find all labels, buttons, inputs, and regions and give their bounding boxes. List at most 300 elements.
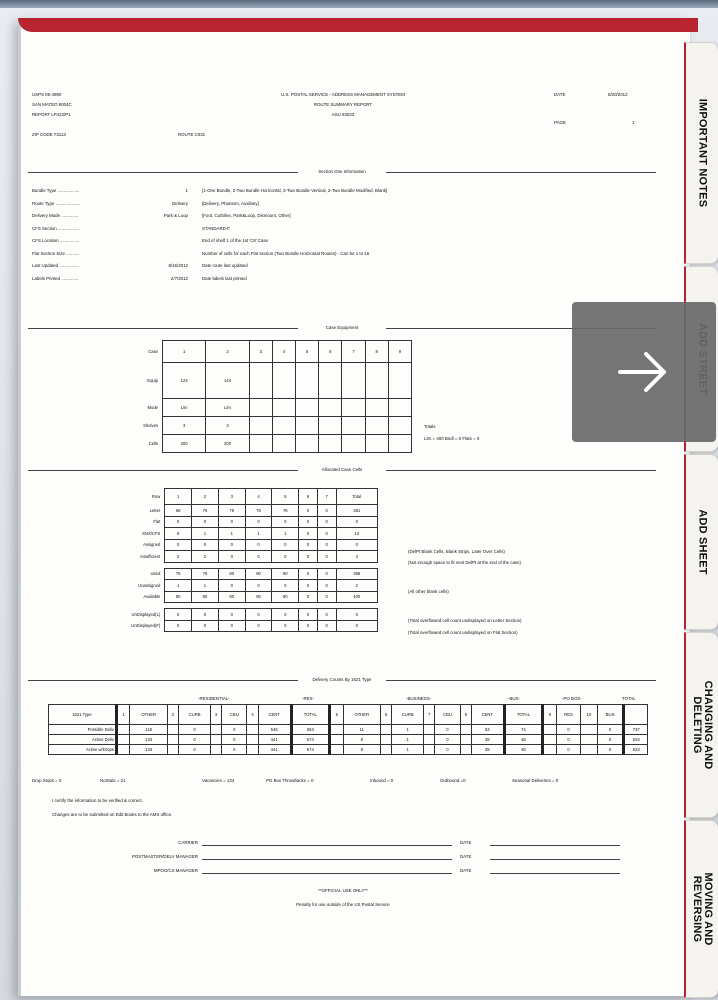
info-description: Date route last updated xyxy=(202,263,248,268)
table-cell xyxy=(330,745,343,755)
table-cell xyxy=(581,725,597,735)
info-description: Date labels last printed xyxy=(202,275,247,281)
column-header: 1 xyxy=(165,489,192,505)
table-cell: 80 xyxy=(165,591,192,603)
summary-count: Outbound =0 xyxy=(440,778,466,783)
column-header: Total xyxy=(336,489,377,505)
table-cell: 48 xyxy=(504,745,543,755)
table-cell: 0 xyxy=(317,580,336,592)
summary-count: Inbound = 0 xyxy=(370,778,394,783)
table-cell xyxy=(365,399,388,417)
allocated-cells-heading: Allocated Case Cells xyxy=(28,466,656,474)
table-cell: 80 xyxy=(272,591,299,603)
table-cell: 124 xyxy=(163,363,206,399)
table-cell: 133 xyxy=(130,735,168,745)
table-cell xyxy=(365,363,388,399)
column-header: 4 xyxy=(247,705,258,725)
header-page-label: PAGE xyxy=(554,120,566,125)
table-row xyxy=(44,516,378,528)
info-description: [Foot, Curbline, Park&Loop, Dismount, Other] xyxy=(202,213,291,218)
column-header: 4 xyxy=(245,489,272,505)
table-cell: 0 xyxy=(165,539,192,551)
signature-line xyxy=(202,845,452,846)
column-header: OTHER xyxy=(130,705,168,725)
table-row xyxy=(44,568,378,580)
table-cell: 0 xyxy=(299,609,318,621)
table-cell: 400 xyxy=(336,591,377,603)
table-cell: 0 xyxy=(317,551,336,563)
table-cell xyxy=(296,363,319,399)
table-cell: 0 xyxy=(272,580,299,592)
table-cell xyxy=(210,745,221,755)
table-cell: 546 xyxy=(258,725,291,735)
viewer-top-bar xyxy=(0,0,718,8)
row-note: (Not enough space to fit next DelPt at the end of the case) xyxy=(408,560,522,565)
table-cell xyxy=(247,735,258,745)
row-label: Assigned xyxy=(143,542,161,548)
table-cell: 0 xyxy=(435,745,460,755)
table-cell: 0 xyxy=(597,735,624,745)
row-label: Available xyxy=(143,594,161,600)
row-label: Shelves xyxy=(143,423,158,428)
table-cell: 0 xyxy=(245,551,272,563)
table-cell: Lim xyxy=(206,399,249,417)
table-cell: 0 xyxy=(222,735,247,745)
table-cell: 1 xyxy=(272,528,299,540)
table-cell: 2 xyxy=(336,580,377,592)
table-row xyxy=(44,591,378,603)
column-header: 2 xyxy=(192,489,219,505)
table-cell: 0 xyxy=(218,609,245,621)
official-use: **OFFICIAL USE ONLY** xyxy=(318,888,368,893)
table-header-row xyxy=(49,705,648,725)
table-cell: 0 xyxy=(435,725,460,735)
column-header: TOTAL xyxy=(291,705,330,725)
date-label: DATE xyxy=(460,840,472,845)
column-header: 7 xyxy=(317,489,336,505)
header-route: ROUTE C031 xyxy=(178,132,206,137)
info-key: Bundle Type .................. xyxy=(32,188,80,193)
table-cell xyxy=(167,745,178,755)
table-cell: 0 xyxy=(165,620,192,632)
table-cell xyxy=(424,745,435,755)
tab-label: ADD SHEET xyxy=(696,509,709,575)
group-header: -PO BOX- xyxy=(562,696,582,701)
table-cell: 1 xyxy=(392,735,424,745)
table-cell: 39 xyxy=(471,745,504,755)
binder-red-edge xyxy=(18,18,698,32)
arrow-right-icon xyxy=(616,348,672,396)
row-note: (Total overflowed cell count undisplayed on Letter Section) xyxy=(408,618,522,623)
table-cell: 144 xyxy=(206,363,249,399)
table-cell: 76 xyxy=(165,568,192,580)
table-cell: 0 xyxy=(317,568,336,580)
row-label: Row xyxy=(151,494,161,499)
table-cell: 80 xyxy=(245,591,272,603)
table-cell xyxy=(543,735,556,745)
table-cell: 76 xyxy=(218,505,245,517)
table-row xyxy=(44,539,378,551)
row-label: Active w/Drops xyxy=(49,745,117,755)
table-cell: 200 xyxy=(206,435,249,453)
column-header: 2 xyxy=(167,705,178,725)
info-description: End of shelf 1 of the 1st 'C8' Case xyxy=(202,238,269,243)
row-label: Mode xyxy=(147,405,158,410)
table-cell xyxy=(249,435,272,453)
table-cell: 118 xyxy=(130,725,168,735)
table-cell: 0 xyxy=(317,516,336,528)
row-label: SNS/CFS xyxy=(142,530,161,536)
header-asu: ASU 93023 xyxy=(331,112,355,117)
table-cell: 1 xyxy=(392,745,424,755)
date-line xyxy=(490,873,620,874)
table-cell: 0 xyxy=(245,539,272,551)
table-cell: 381 xyxy=(336,505,377,517)
section-one-heading: Section One Information xyxy=(28,168,656,176)
column-header: 6 xyxy=(381,705,392,725)
info-value: 8/16/2012 xyxy=(168,263,188,268)
case-totals: Ltrs = 400 Bndl = 0 Flats = 0 xyxy=(424,436,480,441)
table-cell xyxy=(460,735,471,745)
info-description: [1-One Bundle, 2-Two Bundle Horizontal, 3-Two Bundle Vertical, 2-Two Bundle Modified, Blank] xyxy=(202,188,388,193)
table-cell: 0 xyxy=(299,505,318,517)
row-label: Case xyxy=(148,349,158,354)
table-cell: 0 xyxy=(299,620,318,632)
table-cell xyxy=(342,363,365,399)
table-cell: 0 xyxy=(272,551,299,563)
column-header: 10 xyxy=(581,705,597,725)
table-cell xyxy=(272,363,295,399)
certify-statement: I certify the information to be verified & correct. xyxy=(52,798,143,803)
info-key: Last Updated ................ xyxy=(32,263,79,268)
table-row xyxy=(44,528,378,540)
table-cell: 8 xyxy=(343,745,381,755)
column-header: 3 xyxy=(249,341,272,363)
table-cell: 66 xyxy=(165,505,192,517)
info-key: Delivery Mode .............. xyxy=(32,213,79,218)
table-cell: 0 xyxy=(435,735,460,745)
table-cell: 1 xyxy=(245,528,272,540)
table-cell xyxy=(249,399,272,417)
column-header: 2 xyxy=(206,341,249,363)
table-cell: 0 xyxy=(556,745,581,755)
table-cell: 0 xyxy=(179,745,211,755)
table-cell: 0 xyxy=(192,609,219,621)
header-subtitle: ROUTE SUMMARY REPORT xyxy=(313,102,373,107)
column-header: RES xyxy=(556,705,581,725)
row-note: (All other blank cells) xyxy=(408,589,449,594)
table-cell: 0 xyxy=(245,609,272,621)
tab-label: MOVING AND REVERSING xyxy=(691,872,714,946)
table-cell xyxy=(116,745,129,755)
info-key: CFS Section .................. xyxy=(32,225,80,231)
table-row xyxy=(49,735,648,745)
table-cell: 4 xyxy=(336,551,377,563)
table-cell xyxy=(272,435,295,453)
table-cell: 1 xyxy=(192,528,219,540)
signature-line xyxy=(202,873,452,874)
table-cell xyxy=(381,725,392,735)
header-report: REPORT LP422/P1 xyxy=(32,112,71,117)
table-row xyxy=(44,505,378,517)
case-totals-label: Totals xyxy=(424,424,436,429)
table-cell: 0 xyxy=(317,539,336,551)
table-cell xyxy=(365,417,388,435)
table-cell: 0 xyxy=(272,516,299,528)
section-tabs xyxy=(684,30,718,1000)
date-label: DATE xyxy=(460,868,472,873)
table-cell: 76 xyxy=(245,505,272,517)
table-cell: 1 xyxy=(218,528,245,540)
header-title: U.S. POSTAL SERVICE - ADDRESS MANAGEMENT SYSTEM xyxy=(281,92,405,97)
table-cell: 0 xyxy=(272,620,299,632)
table-cell: 0 xyxy=(336,539,377,551)
row-label: Unassigned xyxy=(138,582,161,588)
column-header: 9 xyxy=(388,341,411,363)
table-cell xyxy=(319,435,342,453)
table-cell xyxy=(296,417,319,435)
info-description: [Delivery, Phantom, Auxiliary] xyxy=(202,200,259,206)
table-cell: 0 xyxy=(317,620,336,632)
table-cell xyxy=(342,417,365,435)
group-header: -RES- xyxy=(302,696,314,701)
table-cell xyxy=(581,735,597,745)
table-cell xyxy=(342,435,365,453)
info-description: Number of cells for each Flat section (Two Bundle Horizontal Routes) - Can be 1 to 16 xyxy=(202,250,370,256)
table-cell xyxy=(116,735,129,745)
table-cell: 0 xyxy=(317,609,336,621)
column-header: BUS xyxy=(597,705,624,725)
date-line xyxy=(490,859,620,860)
info-value: 1 xyxy=(185,188,188,193)
table-cell xyxy=(388,435,411,453)
table-cell: 623 xyxy=(624,735,648,745)
table-cell xyxy=(167,725,178,735)
table-cell xyxy=(460,745,471,755)
table-cell xyxy=(247,725,258,735)
table-cell xyxy=(381,745,392,755)
row-label: Insufficient xyxy=(140,553,161,559)
header-usps: USPS 05-4990 xyxy=(32,92,62,97)
table-cell: 0 xyxy=(245,620,272,632)
table-cell: 2 xyxy=(192,551,219,563)
table-cell xyxy=(388,363,411,399)
signature-line xyxy=(202,859,452,860)
table-cell: 3 xyxy=(206,417,249,435)
row-label: Letter xyxy=(149,507,161,513)
signature-label: MPOO/CS MANAGER xyxy=(153,868,198,873)
table-cell xyxy=(342,399,365,417)
table-cell: 0 xyxy=(165,516,192,528)
table-cell: 0 xyxy=(299,568,318,580)
table-cell: 0 xyxy=(556,735,581,745)
table-cell: 0 xyxy=(179,725,211,735)
column-header: 9 xyxy=(543,705,556,725)
table-row xyxy=(74,399,412,417)
table-cell xyxy=(249,363,272,399)
table-cell: 1 xyxy=(165,580,192,592)
table-cell: Lim xyxy=(163,399,206,417)
column-header: CENT xyxy=(258,705,291,725)
table-cell: 76 xyxy=(192,568,219,580)
table-cell: 3 xyxy=(163,417,206,435)
table-cell: 663 xyxy=(291,725,330,735)
summary-count: Drop Stops = 0 xyxy=(32,778,62,783)
table-cell xyxy=(460,725,471,735)
summary-count: Seasonal Deliveries = 0 xyxy=(512,778,559,783)
header-page-value: 1 xyxy=(632,120,635,125)
column-header: 8 xyxy=(460,705,471,725)
row-note: (DelPt Blank Cells, Blank Strips, Later Over Cells) xyxy=(408,548,505,554)
table-cell: 1 xyxy=(392,725,424,735)
column-header: 3 xyxy=(210,705,221,725)
table-cell: 1 xyxy=(192,580,219,592)
table-cell xyxy=(247,745,258,755)
table-cell: 39 xyxy=(471,735,504,745)
table-cell: 0 xyxy=(218,551,245,563)
table-row xyxy=(49,745,648,755)
table-row xyxy=(74,417,412,435)
table-cell xyxy=(167,735,178,745)
tab-add-sheet[interactable] xyxy=(684,454,718,630)
table-cell xyxy=(330,735,343,745)
table-cell xyxy=(296,435,319,453)
table-cell: 441 xyxy=(258,745,291,755)
table-cell: 398 xyxy=(336,568,377,580)
row-label: UnDisplayed(L) xyxy=(131,611,161,617)
tab-important-notes[interactable] xyxy=(684,42,718,264)
table-cell: 0 xyxy=(299,591,318,603)
table-cell: 80 xyxy=(218,591,245,603)
table-cell: 623 xyxy=(624,745,648,755)
table-cell: 0 xyxy=(336,516,377,528)
table-cell xyxy=(543,725,556,735)
table-cell xyxy=(388,417,411,435)
table-cell: 0 xyxy=(218,539,245,551)
tab-moving-and-reversing[interactable] xyxy=(684,820,718,998)
table-row xyxy=(44,580,378,592)
table-cell: 574 xyxy=(291,745,330,755)
column-header: 6 xyxy=(299,489,318,505)
table-cell: 0 xyxy=(299,551,318,563)
summary-count: Vacancies = 134 xyxy=(202,778,235,783)
column-header: 1621 Type xyxy=(49,705,117,725)
table-header-row xyxy=(74,341,412,363)
table-cell xyxy=(116,725,129,735)
table-cell: 0 xyxy=(272,539,299,551)
tab-changing-and-deleting[interactable] xyxy=(684,632,718,818)
column-header: 6 xyxy=(319,341,342,363)
table-cell xyxy=(365,435,388,453)
header-zip: ZIP CODE 73113 xyxy=(32,132,66,137)
table-cell: 737 xyxy=(624,725,648,735)
table-cell xyxy=(381,735,392,745)
table-cell: 80 xyxy=(245,568,272,580)
column-header: CURB xyxy=(179,705,211,725)
table-cell xyxy=(319,417,342,435)
allocated-cells-table xyxy=(44,488,378,632)
case-equipment-heading: Case Equipment xyxy=(28,324,656,332)
column-header: 7 xyxy=(424,705,435,725)
info-value: Delivery xyxy=(172,200,188,206)
info-description: STANDARD-F xyxy=(202,225,230,231)
table-cell xyxy=(319,363,342,399)
table-cell: 0 xyxy=(245,580,272,592)
table-cell: 0 xyxy=(192,539,219,551)
row-note: (Total overflowed cell count undisplayed on Flat Section) xyxy=(408,629,518,635)
group-header: -RESIDENTIAL- xyxy=(198,696,230,701)
summary-count: PO Box Throwbacks = 0 xyxy=(266,778,314,783)
column-header: 1 xyxy=(163,341,206,363)
row-label: Equip xyxy=(147,378,158,383)
table-cell: 0 xyxy=(165,609,192,621)
delivery-counts-heading: Delivery Counts By 1621 Type xyxy=(28,676,656,684)
column-header: CENT xyxy=(471,705,504,725)
info-key: CFS Location ................ xyxy=(32,238,80,243)
table-cell xyxy=(272,417,295,435)
table-cell: 200 xyxy=(163,435,206,453)
table-cell xyxy=(296,399,319,417)
table-cell: 76 xyxy=(272,505,299,517)
table-cell: 11 xyxy=(343,725,381,735)
table-cell: 0 xyxy=(299,580,318,592)
summary-count: NoStats = 21 xyxy=(100,778,126,783)
table-cell: 2 xyxy=(165,551,192,563)
row-label: Flat xyxy=(153,519,161,525)
row-label: Active Deliv xyxy=(49,735,117,745)
table-cell: 76 xyxy=(192,505,219,517)
table-cell: 133 xyxy=(130,745,168,755)
table-cell: 48 xyxy=(504,735,543,745)
table-cell: 80 xyxy=(192,591,219,603)
table-cell: 53 xyxy=(471,725,504,735)
table-cell: 0 xyxy=(336,609,377,621)
table-cell: 8 xyxy=(343,735,381,745)
column-header: 3 xyxy=(218,489,245,505)
table-cell: 0 xyxy=(317,505,336,517)
group-header: -BUS- xyxy=(508,696,520,701)
date-label: DATE xyxy=(460,854,472,859)
table-cell xyxy=(319,399,342,417)
group-header: TOTAL xyxy=(622,696,636,701)
table-cell xyxy=(388,399,411,417)
table-row xyxy=(44,551,378,563)
table-cell: 0 xyxy=(317,591,336,603)
table-cell xyxy=(543,745,556,755)
group-header: -BUSINESS- xyxy=(406,696,432,701)
table-cell xyxy=(210,735,221,745)
info-key: Route Type .................... xyxy=(32,200,80,206)
column-header: CBU xyxy=(222,705,247,725)
next-page-button[interactable] xyxy=(572,302,716,442)
changes-statement: Changes are to be submitted on Edit Books to the AMS office. xyxy=(52,812,173,817)
table-cell: 8 xyxy=(165,528,192,540)
row-label: Cells xyxy=(148,441,158,446)
table-row xyxy=(44,620,378,632)
signature-label: CARRIER xyxy=(178,840,198,845)
row-label: Used xyxy=(150,571,161,577)
table-cell xyxy=(424,725,435,735)
column-header: 4 xyxy=(272,341,295,363)
column-header: 5 xyxy=(296,341,319,363)
table-cell xyxy=(581,745,597,755)
table-cell: 0 xyxy=(222,725,247,735)
table-cell: 0 xyxy=(272,609,299,621)
info-key: Labels Printed .............. xyxy=(32,275,79,281)
row-label: UnDisplayed(F) xyxy=(131,623,161,629)
tab-label: CHANGING AND DELETING xyxy=(691,680,714,770)
column-header: 1 xyxy=(116,705,129,725)
